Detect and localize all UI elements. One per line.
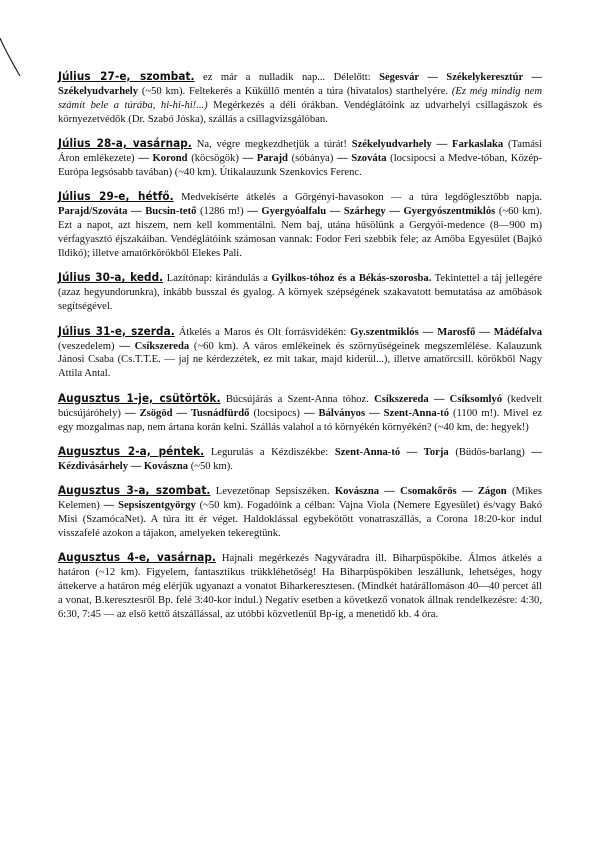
place-names: Kovászna — Csomakőrös — Zágon	[334, 486, 507, 498]
entry-text: (kedvelt búcsújáróhely)	[58, 393, 542, 419]
day-entry	[58, 445, 542, 474]
day-entry	[58, 551, 542, 622]
entry-text: (veszedelem)	[58, 340, 120, 352]
day-entry	[58, 190, 542, 261]
entry-text: (~60 km). Ezt a napot, azt hiszem, nem kell kommentálni. Nem baj, utána hűsölünk a Gergyói-medence (8—900 m) vérfagyasztó éjszakáiban. Vendéglátóink számosan vannak: Fodor Feri szebbik fele; az Amőba Egyesület (Bajkó Ildikó); illetve amatőrkörökből Elekes Pali.	[58, 206, 542, 259]
place-names: — Csíkszereda	[119, 340, 190, 352]
entry-text: Levezetőnap Sepsiszéken.	[210, 486, 335, 498]
day-entry	[58, 484, 542, 541]
entry-date: Július 28-a, vasárnap.	[58, 136, 192, 151]
entry-text: (sóbánya)	[287, 153, 337, 165]
place-names: Gy.szentmiklós — Marosfő — Mádéfalva	[350, 326, 542, 338]
entry-text: Na, végre megkezdhetjük a túrát!	[191, 139, 352, 151]
entry-text: Búcsújárás a Szent-Anna tóhoz.	[220, 393, 375, 405]
place-names: — Kézdivásárhely — Kovászna	[58, 446, 542, 472]
entry-text: Megérkezés a déli órákban. Vendéglátóink az udvarhelyi csillagászok és környezetvédők (Dr. Szabó Jóska), szállás a csillagvizsgálóban.	[58, 99, 542, 125]
aside-remark: (Ez még mindig nem számít bele a túrába, hi-hi-hi!...)	[58, 85, 543, 111]
place-names: — Korond	[138, 153, 188, 165]
place-names: Székelyudvarhely — Farkaslaka	[351, 139, 504, 151]
day-entry	[58, 271, 542, 314]
entry-date: Augusztus 1-je, csütörtök.	[58, 390, 221, 405]
entry-text: Legurulás a Kézdiszékbe:	[204, 446, 335, 458]
place-names: Szent-Anna-tó — Torja	[334, 446, 449, 458]
entry-text: Hajnali megérkezés Nagyváradra ill. Biharpüspökibe. Álmos átkelés a határon (~12 km). Figyelem, fantasztikus trükkléhetőség! Ha Biharpüspökiben leszállunk, lehetséges, hogy áttekerve a határon még elérjük ugyanazt a vonatot Biharkeresztesen. (Mindkét határállomáson 40—40 percet áll a vonat, B.keresztesről Bp. felé 3:40-kor indul.) Negatív esetben a következő vonatok állnak rendelkezésre: 4:30, 6:30, 7:45 — az első kettő átszállással, az utóbbi közvetlenül Bp-ig, a menetidő kb. 4 óra.	[58, 553, 542, 620]
entry-text: (~50 km).	[188, 460, 233, 472]
place-names: Gyilkos-tóhoz és a Békás-szorosba.	[271, 273, 432, 285]
entry-text: (1100 m!). Mivel ez egy mozgalmas nap, nem ártana korán kelni. Szállás valahol a tó környékén környékén? (~40 km, de: hegyek!)	[58, 407, 542, 433]
entry-date: Augusztus 3-a, szombat.	[58, 483, 211, 498]
entry-text: (Tamási Áron emlékezete)	[58, 139, 542, 165]
entry-text: (~50 km). Fogadóink a célban: Vajna Viola (Nemere Egyesület) és/vagy Bakó Misi (SzamócaNet). A túra itt ér véget. Haldoklással egybekötött vonatraszállás, a Corona 18:20-kor indul visszafelé azokon a tájakon, amelyeken tekeregtünk.	[58, 500, 542, 539]
day-entry	[58, 137, 542, 180]
entry-text: (locsipocsi a Medve-tóban, Közép-Európa legsósabb tavában) (~40 km). Útikalauzunk Szenkovics Ferenc.	[58, 153, 542, 178]
place-names: — Gyergyóalfalu — Szárhegy — Gyergyószentmiklós	[247, 206, 496, 218]
place-names: Segesvár — Székelykeresztúr — Székelyudvarhely	[58, 72, 542, 97]
scan-edge-mark	[0, 38, 24, 78]
place-names: Csíkszereda — Csíksomlyó	[374, 393, 503, 405]
entry-date: Július 27-e, szombat.	[58, 69, 195, 83]
entry-text: (locsipocs)	[249, 407, 304, 419]
entry-text: Tekintettel a táj jellegére (azaz hegyundorunkra), inkább busszal és gyalog. A környek szépségének szakavatott bemutatása az amőbások segítségével.	[58, 273, 542, 313]
entry-text: (köcsögök)	[187, 153, 243, 165]
day-entry	[58, 392, 542, 435]
entry-date: Július 29-e, hétfő.	[58, 189, 174, 204]
place-names: — Parajd	[242, 153, 288, 165]
entry-text: Medvekísérte átkelés a Görgényi-havasokon — a túra legdöglesztőbb napja.	[173, 192, 542, 204]
place-names: — Szováta	[336, 153, 387, 165]
day-entry	[58, 70, 542, 127]
entry-text: Lazítónap: kirándulás a	[163, 273, 272, 285]
entry-text: (Mikes Kelemen)	[58, 486, 542, 512]
place-names: Parajd/Szováta — Bucsin-tető	[58, 206, 197, 218]
place-names: — Sepsiszentgyörgy	[103, 500, 196, 512]
entry-text: (~50 km). Feltekerés a Küküllő mentén a túra (hivatalos) starthelyére.	[138, 85, 452, 97]
entry-date: Augusztus 2-a, péntek.	[58, 443, 205, 458]
entry-text: Átkelés a Maros és Olt forrásvidékén:	[174, 326, 351, 338]
entry-date: Július 31-e, szerda.	[58, 323, 175, 338]
entry-text: ez már a nulladik nap... Délelőtt:	[194, 72, 380, 83]
entry-date: Július 30-a, kedd.	[58, 270, 164, 285]
entry-date: Augusztus 4-e, vasárnap.	[58, 550, 217, 565]
entry-text: (~60 km). A város emlékeinek és szörnyűségeinek megszemlélése. Kalauzunk Jánosi Csaba (Cs.T.T.E. — jaj ne kérdezzétek, ez mit takar, majd kiderül...), illetve amatőrcsill. körökből Nagy Attila Antal.	[58, 340, 542, 380]
entry-text: (Büdös-barlang)	[448, 446, 532, 458]
entry-text: (1286 m!)	[196, 206, 248, 218]
place-names: — Zsögöd — Tusnádfürdő	[124, 407, 250, 419]
place-names: — Bálványos — Szent-Anna-tó	[303, 407, 449, 419]
document-page	[58, 70, 542, 632]
day-entry	[58, 325, 542, 382]
